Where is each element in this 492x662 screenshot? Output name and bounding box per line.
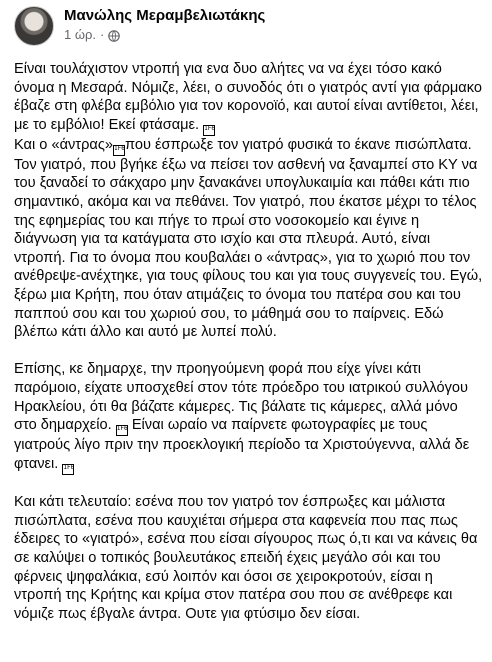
paragraph-text: που έσπρωξε τον γιατρό φυσικά το έκανε πισώπλατα. Τον γιατρό, που βγήκε έξω να πείσει τον ασθενή να ξαναμπεί στο ΚΥ να του ξαναδεί το σάκχαρο μην ξανακάνει υπογλυκαιμία και πάθει κάτι πιο σημαντικό, ακόμα και να πεθάνει. Τον γιατρό, που έκατσε μέχρι το τέλος της εφημερίας του και πήγε το πρωί στο νοσοκομείο και έγινε η διάγνωση για τα κατάγματα στο ισχίο και στα πλευρά. Αυτό, είναι ντροπή. Για το όνομα που κουβαλάει ο «άντρας», για το χωριό που τον ανέθρεψε-ανέχτηκε, για τους φίλους του και για τους συγγενείς του. Εγώ, ξέρω μια Κρήτη, που όταν ατιμάζεις το όνομα του πατέρα σου και του παππού σου και του χωριού σου, το μάθημά σου το παίρνεις. Εδώ βλέπω κάτι άλλο και αυτό με λυπεί πολύ.: [14, 136, 483, 341]
paragraph-text: Και κάτι τελευταίο: εσένα που τον γιατρό τον έσπρωξες και μάλιστα πισώπλατα, εσένα που καυχιέται σήμερα στα καφενεία που πας πως έδειρες το «γιατρό», εσένα που είσαι σίγουρος πως ό,τι και να κάνεις θα σε καλύψει ο τοπικός βουλευτάκος επειδή έχεις μεγάλο σόι και του φέρνεις ψηφαλάκια, εσύ λοιπόν και όσοι σε χειροκροτούν, είσαι η ντροπή της Κρήτης και κρίμα στον πατέρα σου που σε ανέθρεφε και νόμιζε πως έβγαλε άντρα. Ουτε για φτύσιμο δεν είσαι.: [14, 494, 478, 622]
paragraph-text: Είναι ωραίο να παίρνετε φωτογραφίες με τους γιατρούς λίγο πριν την προεκλογική περίοδο τα Χριστούγεννα, αλλά δε φτανει.: [14, 417, 470, 472]
author-name[interactable]: Μανώλης Μεραμβελιωτάκης: [64, 7, 266, 24]
emoji-placeholder-icon: 1F6: [62, 464, 74, 475]
emoji-placeholder-icon: 1F6: [116, 425, 128, 436]
post-timestamp[interactable]: 1 ώρ.: [64, 27, 96, 42]
author-avatar[interactable]: [14, 6, 54, 46]
post-body: [14, 60, 484, 623]
paragraph-gap: [14, 475, 484, 494]
paragraph-gap: [14, 342, 484, 361]
paragraph-text: Και ο «άντρας»: [14, 136, 113, 153]
paragraph-text: Επίσης, κε δημαρχε, την προηγούμενη φορά που είχε γίνει κάτι παρόμοιο, είχατε υποσχεθεί στον τότε πρόεδρο του ιατρικού συλλόγου Ηρακλείου, ότι θα βάζατε κάμερες. Τις βάλατε τις κάμερες, αλλά μόνο στο δημαρχείο.: [14, 361, 469, 434]
post-paragraph: [14, 360, 484, 474]
post-subline: [64, 26, 265, 44]
globe-icon[interactable]: [108, 29, 120, 41]
post-meta: [64, 6, 265, 44]
post-paragraph: [14, 60, 484, 342]
post-header: [14, 6, 265, 46]
emoji-placeholder-icon: 1F6: [203, 125, 215, 136]
paragraph-text: Είναι τουλάχιστον ντροπή για ενα δυο αλήτες να να έχει τόσο κακό όνομα η Μεσαρά. Νόμιζε, λέει, ο συνοδός ότι ο γιατρός αντί για φάρμακο έβαζε στη φλέβα εμβόλιο για τον κορονοϊό, και αυτοί είναι αντίθετοι, λέει, με το εμβόλιο! Εκεί φτάσαμε.: [14, 61, 482, 133]
emoji-placeholder-icon: 1F6: [113, 145, 125, 156]
separator-dot: ·: [100, 27, 105, 42]
post-paragraph: [14, 493, 484, 623]
